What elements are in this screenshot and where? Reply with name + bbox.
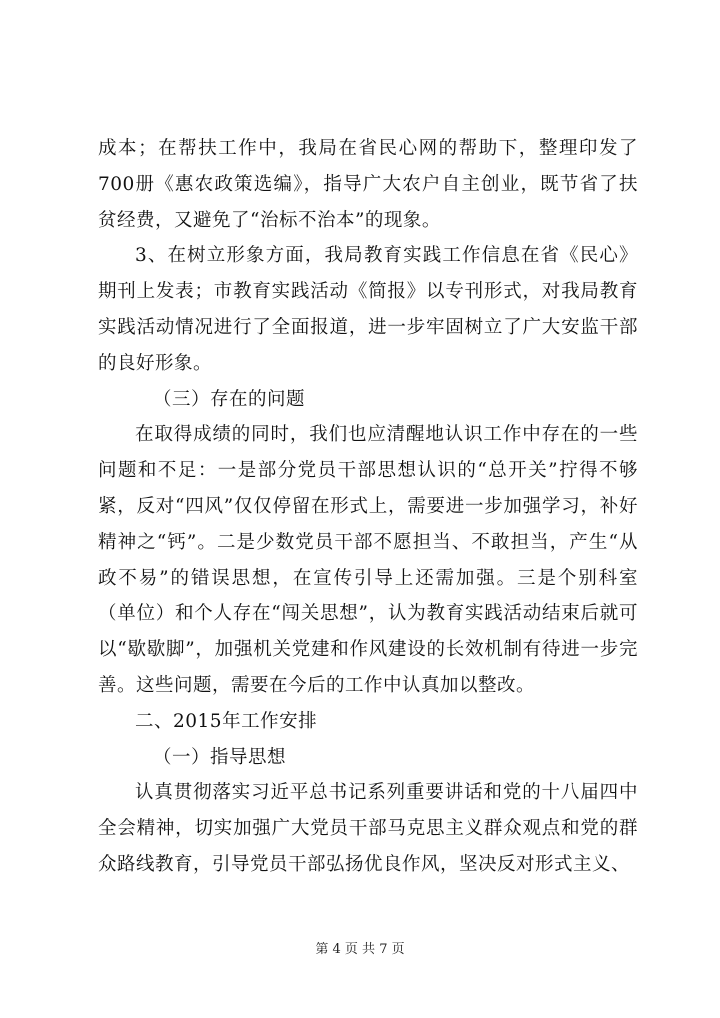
paragraph-image-building: 3、在树立形象方面，我局教育实践工作信息在省《民心》期刊上发表；市教育实践活动《简报》以专刊形式，对我局教育实践活动情况进行了全面报道，进一步牢固树立了广大安监干部的良好形象。 — [98, 245, 638, 374]
section-heading-problems: （三）存在的问题 — [153, 388, 306, 410]
section-heading-2015-plan: 二、2015年工作安排 — [135, 710, 318, 732]
body-text — [98, 131, 638, 883]
page-footer: 第 4 页 共 7 页 — [315, 942, 405, 957]
paragraph-continuation: 成本；在帮扶工作中，我局在省民心网的帮助下，整理印发了700册《惠农政策选编》，指导广大农户自主创业，既节省了扶贫经费，又避免了“治标不治本”的现象。 — [98, 138, 638, 231]
paragraph-problems: 在取得成绩的同时，我们也应清醒地认识工作中存在的一些问题和不足：一是部分党员干部思想认识的“总开关”拧得不够紧，反对“四风”仅仅停留在形式上，需要进一步加强学习，补好精神之“钙”。二是少数党员干部不愿担当、不敢担当，产生“从政不易”的错误思想，在宣传引导上还需加强。三是个别科室（单位）和个人存在“闯关思想”，认为教育实践活动结束后就可以“歇歇脚”，加强机关党建和作风建设的长效机制有待进一步完善。这些问题，需要在今后的工作中认真加以整改。 — [98, 424, 638, 696]
section-heading-guiding-ideology: （一）指导思想 — [153, 746, 287, 768]
paragraph-guiding-ideology: 认真贯彻落实习近平总书记系列重要讲话和党的十八届四中全会精神，切实加强广大党员干部马克思主义群众观点和党的群众路线教育，引导党员干部弘扬优良作风，坚决反对形式主义、 — [98, 782, 638, 875]
